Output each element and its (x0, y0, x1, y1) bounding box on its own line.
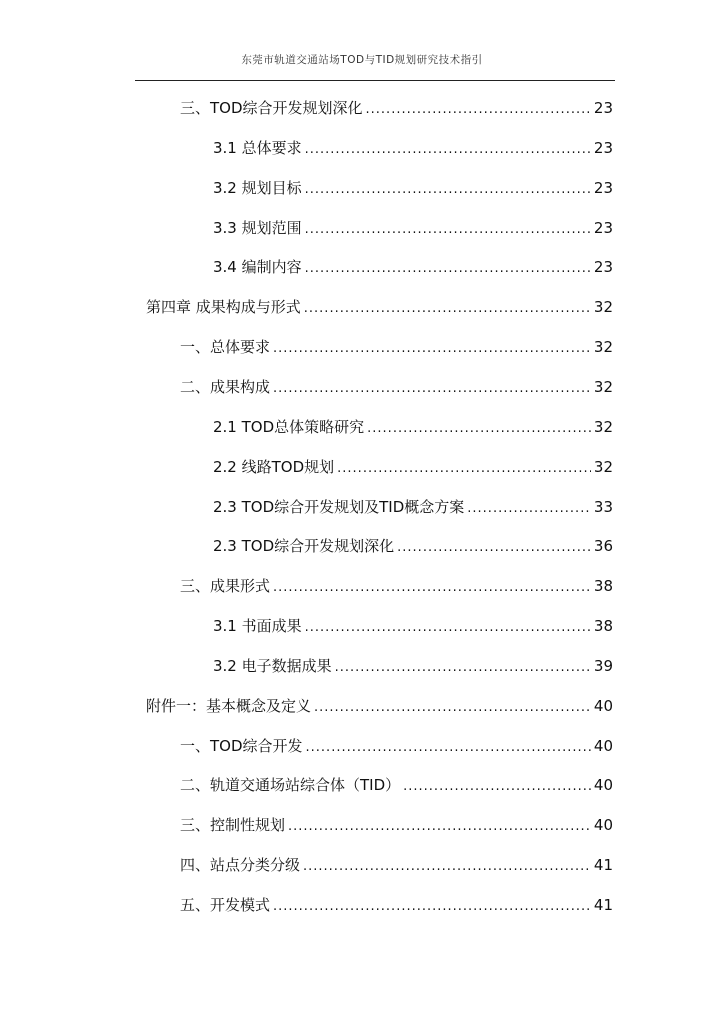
toc-dot-leader (273, 379, 591, 399)
toc-dot-leader (305, 618, 591, 638)
toc-dot-leader (305, 220, 591, 240)
toc-entry-title: 四、站点分类分级 (180, 856, 301, 875)
toc-dot-leader (403, 777, 591, 797)
toc-entry-title: 3.1 书面成果 (213, 617, 302, 636)
toc-page-number: 38 (593, 617, 613, 636)
toc-page-number: 23 (593, 99, 613, 117)
toc-entry-title: 2.3 TOD综合开发规划深化 (213, 537, 395, 556)
toc-dot-leader (397, 538, 591, 558)
toc-page-number: 36 (593, 537, 613, 556)
toc-page-number: 32 (593, 457, 613, 476)
toc-entry[interactable] (180, 736, 613, 758)
toc-entry[interactable] (180, 855, 613, 877)
toc-entry-title: 3.2 电子数据成果 (213, 656, 332, 675)
toc-dot-leader (273, 897, 591, 917)
toc-entry[interactable] (213, 616, 613, 638)
toc-entry[interactable] (180, 775, 613, 797)
toc-dot-leader (288, 817, 591, 837)
toc-entry-title: 五、开发模式 (180, 896, 271, 914)
toc-entry[interactable] (213, 417, 613, 439)
toc-entry-title: 3.4 编制内容 (213, 258, 302, 277)
toc-page-number: 23 (593, 258, 613, 277)
toc-page-number: 39 (593, 656, 613, 675)
toc-dot-leader (335, 658, 591, 678)
toc-entry-title: 附件一：基本概念及定义 (146, 696, 312, 715)
toc-dot-leader (366, 100, 591, 120)
toc-entry-title: 一、TOD综合开发 (180, 736, 303, 755)
toc-dot-leader (306, 738, 591, 758)
toc-page-number: 32 (593, 377, 613, 396)
toc-entry-title: 3.2 规划目标 (213, 178, 302, 197)
toc-dot-leader (305, 140, 591, 160)
toc-entry[interactable] (180, 576, 613, 598)
toc-dot-leader (337, 459, 591, 479)
toc-dot-leader (305, 259, 591, 279)
toc-page-number: 23 (593, 178, 613, 197)
toc-entry[interactable] (213, 218, 613, 240)
toc-entry-title: 3.1 总体要求 (213, 138, 302, 157)
toc-entry[interactable] (213, 536, 613, 558)
toc-entry[interactable] (213, 457, 613, 479)
toc-entry[interactable] (180, 337, 613, 359)
toc-entry-title: 2.2 线路TOD规划 (213, 457, 335, 476)
toc-entry[interactable] (180, 895, 613, 917)
toc-dot-leader (467, 499, 591, 519)
toc-entry[interactable] (213, 656, 613, 678)
toc-dot-leader (305, 180, 591, 200)
toc-entry[interactable] (180, 815, 613, 837)
header-rule (135, 80, 615, 81)
toc-page-number: 41 (593, 856, 613, 875)
toc-entry[interactable] (213, 138, 613, 160)
toc-page-number: 40 (593, 696, 613, 715)
toc-dot-leader (367, 419, 591, 439)
toc-entry-title: 三、控制性规划 (180, 816, 286, 835)
toc-page-number: 40 (593, 736, 613, 755)
toc-page-number: 32 (593, 338, 613, 357)
toc-entry[interactable] (180, 377, 613, 399)
toc-entry[interactable] (146, 297, 613, 319)
toc-entry[interactable] (213, 497, 613, 519)
toc-page-number: 40 (593, 816, 613, 835)
toc-dot-leader (303, 857, 591, 877)
toc-page-number: 38 (593, 577, 613, 596)
toc-entry-title: 2.3 TOD综合开发规划及TID概念方案 (213, 497, 465, 516)
toc-entry-title: 第四章 成果构成与形式 (146, 298, 301, 317)
toc-entry-title: 3.3 规划范围 (213, 218, 302, 237)
toc-page-number: 41 (593, 896, 613, 914)
toc-page-number: 23 (593, 138, 613, 157)
toc-entry[interactable] (213, 178, 613, 200)
toc-page-number: 32 (593, 417, 613, 436)
toc-dot-leader (304, 299, 591, 319)
toc-page-number: 32 (593, 298, 613, 317)
toc-page-number: 33 (593, 497, 613, 516)
toc-dot-leader (273, 339, 591, 359)
toc-entry-title: 三、成果形式 (180, 577, 271, 596)
toc-entry[interactable] (180, 98, 613, 120)
toc-page-number: 23 (593, 218, 613, 237)
toc-dot-leader (314, 698, 591, 718)
running-header: 东莞市轨道交通站场TOD与TID规划研究技术指引 (241, 54, 483, 66)
toc-entry[interactable] (146, 696, 613, 718)
toc-entry-title: 二、成果构成 (180, 377, 271, 396)
toc-page-number: 40 (593, 776, 613, 795)
toc-entry-title: 一、总体要求 (180, 338, 271, 357)
toc-entry-title: 2.1 TOD总体策略研究 (213, 417, 365, 436)
toc-entry[interactable] (213, 257, 613, 279)
toc-entry-title: 二、轨道交通场站综合体（TID） (180, 776, 401, 795)
toc-entry-title: 三、TOD综合开发规划深化 (180, 99, 363, 117)
toc-dot-leader (273, 578, 591, 598)
